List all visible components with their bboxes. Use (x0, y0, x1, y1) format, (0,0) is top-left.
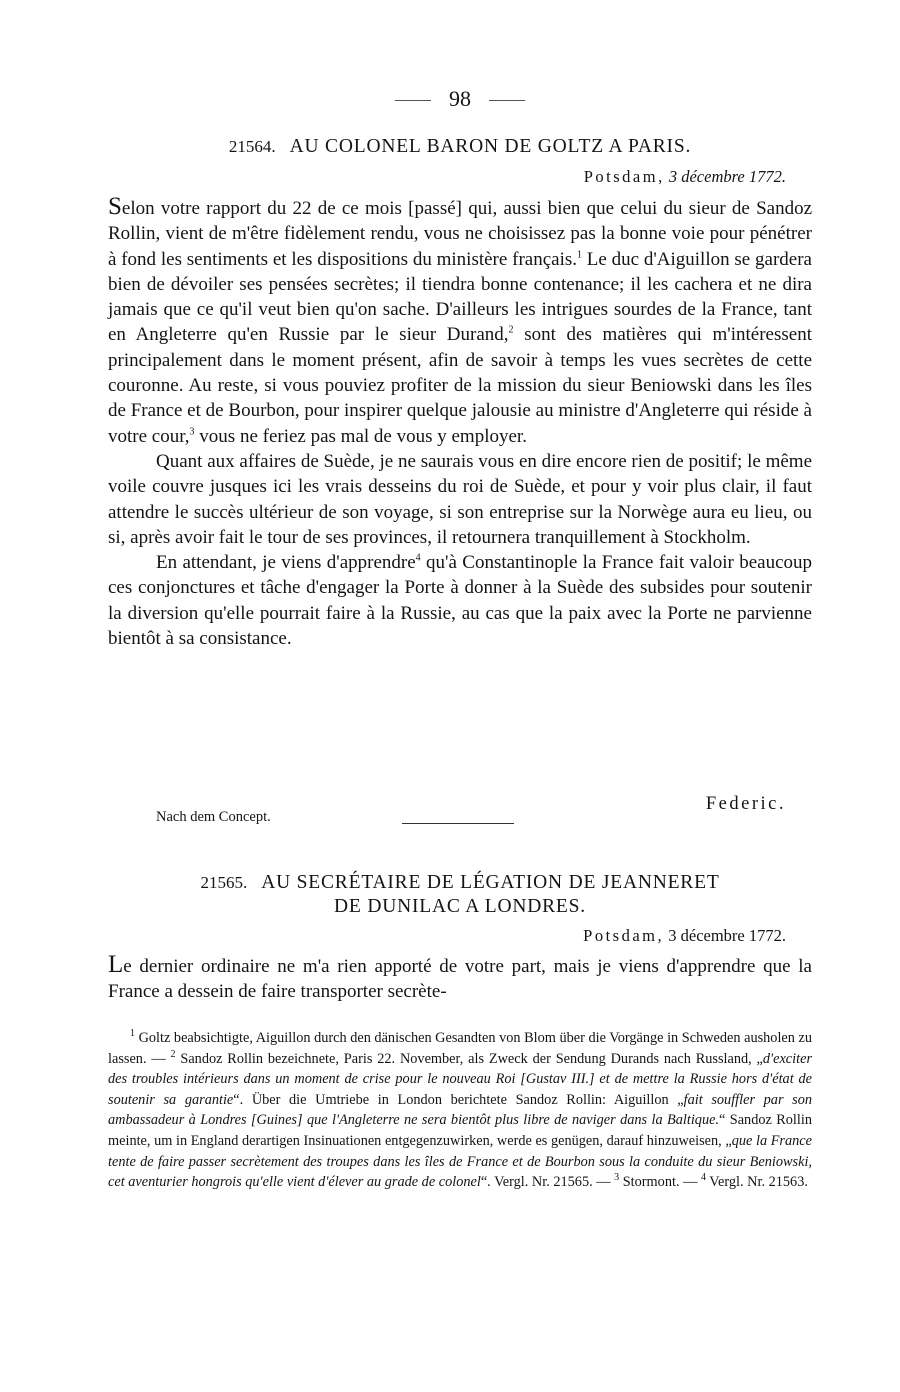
page-number-dash-right (489, 100, 525, 101)
page-number-dash-left (395, 100, 431, 101)
letter-1-dateline (584, 167, 786, 187)
letter-2-place: Potsdam, (583, 926, 665, 945)
page-number: 98 (449, 86, 471, 111)
letter-1-paragraph-3 (108, 550, 812, 651)
signature: Federic. (705, 794, 786, 814)
footnote-2-number: 2 (170, 1048, 176, 1060)
footnote-2-quote-3: que la France tente de faire passer secrètement des troupes dans les îles de France et de Bourbon sous la conduite du sieur Beniowski, cet aventurier hongrois qu'elle vient d'élever au grade de colonel (108, 1132, 812, 1191)
letter-2-title-line-1: AU SECRÉTAIRE DE LÉGATION DE JEANNERET (261, 872, 720, 893)
dropcap-s: S (108, 193, 122, 220)
letter-1-number: 21564. (228, 137, 276, 156)
footnote-2-text-cont: “. Über die Umtriebe in London berichtete Sandoz Rollin: Aiguillon „ (233, 1091, 684, 1108)
paragraph-3-segment-2: qu'à Constantinople la France fait valoir beaucoup ces conjonctures et tâche d'engager la Porte à donner à la Suède des subsides pour soutenir la diversion qu'elle pourrait faire à la Russie, au cas que la paix avec la Porte ne parvienne bientôt à sa consistance. (108, 552, 813, 650)
paragraph-3-segment-1: En attendant, je viens d'apprendre (156, 552, 416, 574)
footnote-1-number: 1 (130, 1028, 135, 1040)
letter-2-number: 21565. (200, 873, 248, 892)
dropcap-l: L (108, 951, 124, 978)
page-number-line (108, 86, 812, 112)
letter-2-title-line-2: DE DUNILAC A LONDRES. (334, 896, 586, 917)
footnotes-paragraph (108, 1028, 812, 1193)
footnote-1-text: Goltz beabsichtigte, Aiguillon durch den dänischen Gesandten von Blom über die Vorgänge in Schweden ausholen zu lassen. — (108, 1030, 812, 1067)
paragraph-1-segment-4: vous ne feriez pas mal de vous y employer. (194, 425, 527, 447)
letter-2-date: 3 décembre 1772. (668, 926, 786, 945)
paragraph-1-segment-2: Le duc d'Aiguillon se gardera bien de dévoiler ses pensées secrètes; il tiendra bonne contenance; il les cachera et ne dira jamais que ce qu'il veut bien qu'on sache. D'ailleurs les intrigues sourdes de la France, tant en Angleterre qu'en Russie par le sieur Durand, (108, 248, 812, 346)
letter-2-body (108, 952, 812, 1005)
footnote-4-text: Vergl. Nr. 21563. (709, 1174, 808, 1191)
letter-1-date: 3 décembre 1772. (668, 167, 786, 186)
letter-2-text: e dernier ordinaire ne m'a rien apporté de votre part, mais je viens d'apprendre que la France a dessein de faire transporter secrète- (108, 956, 812, 1003)
footnote-4-number: 4 (700, 1172, 706, 1184)
letter-2-paragraph-1 (108, 952, 812, 1005)
paragraph-1-segment-1: elon votre rapport du 22 de ce mois [passé] qui, aussi bien que celui du sieur de Sandoz Rollin, vient de m'être fidèlement rendu, vous ne choisissez pas la bonne voie pour pénétrer à fond les sentiments et les dispositions du ministère français. (108, 198, 812, 270)
footnote-3-text: Stormont. — (622, 1174, 698, 1191)
letter-2-heading-line-2 (108, 894, 812, 920)
letter-1-place: Potsdam, (583, 167, 665, 186)
footnote-2-quote-2: fait souffler par son ambassadeur à Londres [Guines] que l'Angleterre ne sera bientôt plus libre de naviger dans la Baltique. (108, 1091, 812, 1129)
paragraph-1-segment-3: sont des matières qui m'intéressent principalement dans le moment présent, afin de savoir à temps les vues secrètes de cette couronne. Au reste, si vous pouviez profiter de la mission du sieur Beniowski dans les îles de France et de Bourbon, pour inspirer quelque jalousie au ministre d'Angleterre qui réside à votre cour, (108, 324, 812, 447)
footnote-2-quote-1: d'exciter des troubles intérieurs dans un moment de crise pour le nouveau Roi [Gustav III.] et de mettre la Russie hors d'état de soutenir sa garantie (108, 1050, 813, 1108)
letter-1-heading (108, 134, 812, 160)
letter-1-title: AU COLONEL BARON DE GOLTZ A PARIS. (289, 136, 692, 157)
section-divider (402, 823, 514, 824)
concept-note: Nach dem Concept. (156, 809, 271, 825)
footnote-marker-3[interactable]: 3 (189, 426, 195, 438)
letter-1-paragraph-2: Quant aux affaires de Suède, je ne saurais vous en dire encore rien de positif; le même voile couvre jusques ici les vrais desseins du roi de Suède, et pour y voir plus clair, il faut attendre le succès ultérieur de son voyage, si son entreprise sur la Norwège aura eu lieu, ou si, après avoir fait le tour de ses provinces, il retournera tranquillement à Stockholm. (108, 450, 812, 548)
footnotes (108, 1028, 812, 1193)
footnote-marker-4[interactable]: 4 (415, 552, 421, 564)
letter-2-heading-line-1 (108, 870, 812, 896)
letter-1-body (108, 194, 812, 651)
footnote-2-text-end: “. Vergl. Nr. 21565. — (480, 1174, 611, 1191)
footnote-2-text: Sandoz Rollin bezeichnete, Paris 22. November, als Zweck der Sendung Durands nach Russland, „ (180, 1050, 763, 1067)
footnote-2-text-cont-2: “ Sandoz Rollin meinte, um in England derartigen Insinuationen entgegenzuwirken, werde es genügen, darauf hinzuweisen, „ (108, 1112, 812, 1149)
letter-2-dateline (583, 926, 786, 946)
footnote-3-number: 3 (614, 1172, 620, 1184)
footnote-marker-1[interactable]: 1 (577, 249, 582, 261)
letter-1-paragraph-1 (108, 194, 812, 449)
footnote-marker-2[interactable]: 2 (508, 325, 514, 337)
